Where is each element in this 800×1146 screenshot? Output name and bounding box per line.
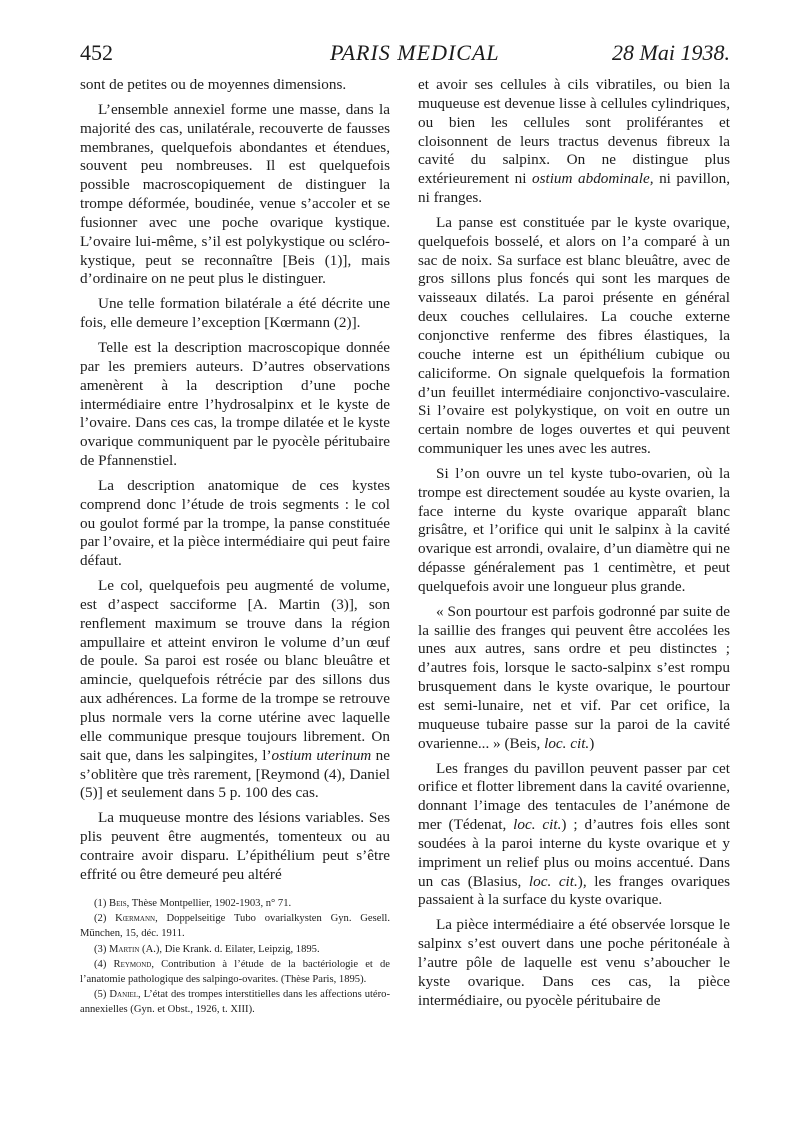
body-paragraph: Une telle formation bilatérale a été décrite une fois, elle demeure l’exception [Kœrmann (2)]. [80, 295, 390, 332]
body-paragraph: sont de petites ou de moyennes dimensions. [80, 76, 347, 93]
body-paragraph: et avoir ses cellules à cils vibratiles, ou bien la muqueuse est devenue lisse à cellules cylindriques, ou bien les cellules sont proliférantes et cloisonnent de leurs tractus devenus fibreux la cavité du salpinx. On ne distingue plus extérieurement ni ostium abdominale, ni pavillon, ni franges. [418, 76, 730, 207]
body-paragraph: L’ensemble annexiel forme une masse, dans la majorité des cas, unilatérale, recouverte de fausses membranes, quelquefois abondantes et étendues, souvent peu nombreuses. Il est quelquefois possible macroscopiquement de distinguer la trompe déformée, boudinée, venue s’accoler et se fusionner avec une poche ovarique kystique. L’ovaire lui-même, s’il est polykystique ou scléro-kystique, peut se reconnaître [Beis (1)], mais d’ordinaire on ne peut plus le distinguer. [80, 100, 390, 288]
footnote: (2) Kœrmann, Doppelseitige Tubo ovarialkysten Gyn. Gesell. München, 15, déc. 1911. [80, 913, 390, 940]
footnote: (4) Reymond, Contribution à l’étude de la bactériologie et de l’anatomie pathologique des salpingo-ovarites. (Thèse Paris, 1895). [80, 958, 390, 986]
left-column [80, 76, 390, 885]
page-number: 452 [80, 40, 113, 65]
body-paragraph: Le col, quelquefois peu augmenté de volume, est d’aspect sacciforme [A. Martin (3)], son renflement maximum se trouve dans la région ampullaire et atteint environ le volume d’un œuf de poule. Sa paroi est rosée ou blanc bleuâtre et amincie, quelquefois rétrécie par des sillons dus aux adhérences. La forme de la trompe se retrouve plus normale vers la corne utérine avec laquelle elle communique presque toujours librement. On sait que, dans les salpingites, l’ostium uterinum ne s’oblitère que très rarement, [Reymond (4), Daniel (5)] et seulement dans 5 p. 100 des cas. [80, 577, 390, 802]
body-paragraph: La muqueuse montre des lésions variables. Ses plis peuvent être augmentés, tomenteux ou au contraire avoir disparu. L’épithélium peut s’être effrité ou être demeuré peu altéré [80, 809, 390, 883]
footnote: (1) Beis, Thèse Montpellier, 1902-1903, n° 71. [94, 898, 292, 909]
body-paragraph: Telle est la description macroscopique donnée par les premiers auteurs. D’autres observations amenèrent à la description d’une poche intermédiaire entre l’hydrosalpinx et le kyste de l’ovaire. Dans ces cas, la trompe dilatée et le kyste ovarique communiquent par le pyocèle péritubaire de Pfannenstiel. [80, 338, 390, 470]
issue-date: 28 Mai 1938. [612, 40, 730, 65]
footnotes [80, 896, 390, 1018]
body-paragraph: La panse est constituée par le kyste ovarique, quelquefois bosselé, et alors on l’a comparé à un sac de noix. Sa surface est blanc bleuâtre, avec de gros sillons plus foncés qui sont les marques de vaisseaux dilatés. La paroi présente en général deux couches cellulaires. La couche externe conjonctive renferme des fibres élastiques, la couche interne est un épithélium cubique ou caliciforme. On signale quelquefois la formation d’un feuillet intermédiaire conjonctivo-vasculaire. Si l’ovaire est polykystique, on voit en outre un certain nombre de loges ouvertes et qui peuvent communiquer les unes avec les autres. [418, 213, 730, 458]
body-paragraph: Si l’on ouvre un tel kyste tubo-ovarien, où la trompe est directement soudée au kyste ovarien, la face interne du kyste ovarique apparaît blanc grisâtre, et l’orifice qui unit le salpinx à la cavité ovarique est arrondi, ovalaire, d’un diamètre qui ne dépasse généralement pas 1 centimètre, et peut quelquefois avoir une longueur plus grande. [418, 464, 730, 595]
right-column [418, 76, 730, 1011]
running-header [80, 40, 730, 70]
body-paragraph: « Son pourtour est parfois godronné par suite de la saillie des franges qui peuvent être accolées les unes aux autres, sans ordre et peu distinctes ; d’autres fois, lorsque le sacto-salpinx s’est rompu brusquement dans le kyste ovarique, le pourtour est semi-lunaire, net et vif. Par cet orifice, la muqueuse tubaire passe sur la paroi de la cavité ovarienne... » (Beis, loc. cit.) [418, 602, 730, 752]
footnote: (5) Daniel, L’état des trompes interstitielles dans les affections utéro-annexielles (Gyn. et Obst., 1926, t. XIII). [80, 989, 390, 1016]
footnote: (3) Martin (A.), Die Krank. d. Eilater, Leipzig, 1895. [94, 943, 320, 955]
body-paragraph: La description anatomique de ces kystes comprend donc l’étude de trois segments : le col ou goulot formé par la trompe, la panse constituée par l’ovaire, et la pièce intermédiaire qui peut faire défaut. [80, 476, 390, 570]
body-paragraph: Les franges du pavillon peuvent passer par cet orifice et flotter librement dans la cavité ovarienne, donnant l’image des tentacules de l’anémone de mer (Tédenat, loc. cit.) ; d’autres fois elles sont soudées à la paroi interne du kyste ovarique et y impriment un relief plus ou moins accentué. Dans un cas (Blasius, loc. cit.), les franges ovariques passaient à la surface du kyste ovarique. [418, 759, 731, 909]
body-paragraph: La pièce intermédiaire a été observée lorsque le salpinx s’est ouvert dans une poche péritonéale à l’autre pôle de laquelle est venu s’aboucher le kyste ovarique. Dans ces cas, la pièce intermédiaire, ou pyocèle péritubaire de [418, 916, 730, 1009]
journal-title: PARIS MEDICAL [330, 40, 500, 65]
